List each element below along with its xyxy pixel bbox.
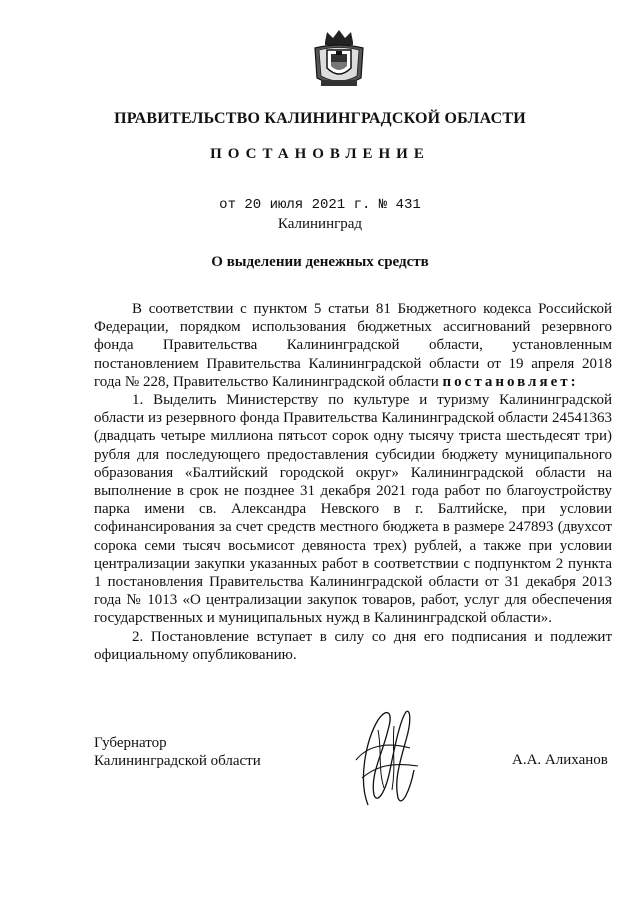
signatory-name: А.А. Алиханов <box>512 752 608 768</box>
item-2-paragraph: 2. Постановление вступает в силу со дня его подписания и подлежит официальному опубликованию. <box>94 628 612 663</box>
coat-of-arms-icon <box>309 28 369 90</box>
document-type: ПОСТАНОВЛЕНИЕ <box>210 146 430 162</box>
item-1-paragraph: 1. Выделить Министерству по культуре и туризму Калининградской области из резервного фонда Правительства Калининградской области 24541363 (двадцать четыре миллиона пятьсот сорок одну тысячу триста шестьдесят три) рубля для последующего предоставления субсидии бюджету муниципального образования «Балтийский городской округ» Калининградской области на выполнение в срок не позднее 31 декабря 2021 года работ по благоустройству парка имени св. Александра Невского в г. Балтийске, при условии софинансирования за счет средств местного бюджета в размере 247893 (двухсот сорока семи тысяч восьмисот девяноста трех) рублей, а также при условии централизации закупки указанных работ в соответствии с подпунктом 2 пункта 1 постановления Правительства Калининградской области от 31 декабря 2013 года № 1013 «О централизации закупок товаров, работ, услуг для обеспечения государственных и муниципальных нужд в Калининградской области». <box>94 392 612 627</box>
document-city: Калининград <box>277 216 363 232</box>
preamble-text: В соответствии с пунктом 5 статьи 81 Бюджетного кодекса Российской Федерации, порядком использования бюджетных ассигнований резервного фонда Правительства Калининградской области, установленным постановлением Правительства Калининградской области от 19 апреля 2018 года № 228, Правительство Калининградской области <box>94 301 612 390</box>
organization-title: ПРАВИТЕЛЬСТВО КАЛИНИНГРАДСКОЙ ОБЛАСТИ <box>114 110 526 127</box>
position-line-1: Губернатор <box>94 735 167 751</box>
document-body <box>94 300 612 664</box>
document-date-number: от 20 июля 2021 г. № 431 <box>219 197 421 213</box>
preamble-paragraph <box>94 300 612 391</box>
position-line-2: Калининградской области <box>94 753 261 769</box>
signatory-position <box>94 734 261 770</box>
handwritten-signature <box>348 700 423 810</box>
resolves-word: постановляет: <box>442 373 579 390</box>
document-subject: О выделении денежных средств <box>211 254 429 270</box>
